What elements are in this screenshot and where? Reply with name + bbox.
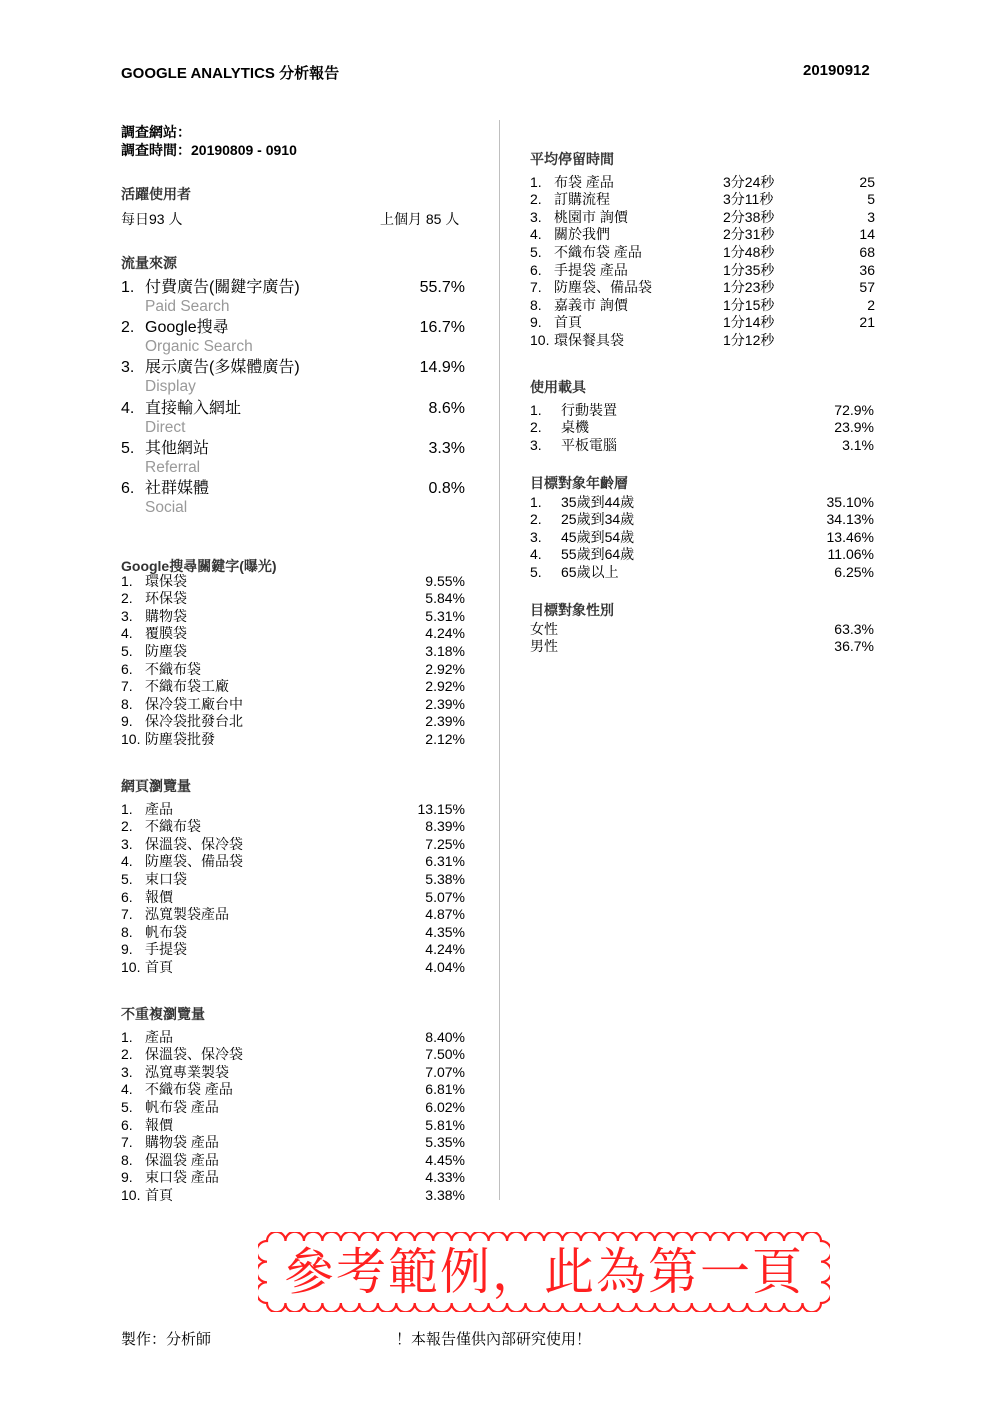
item-label: 購物袋 產品 — [145, 1134, 219, 1151]
item-label: 購物袋 — [145, 607, 187, 624]
traffic-item-label: 直接輸入網址 — [145, 399, 242, 417]
age-row — [530, 546, 874, 564]
item-number: 4. — [121, 625, 133, 642]
item-value: 72.9% — [834, 401, 874, 418]
item-number: 7. — [121, 678, 133, 695]
item-value: 4.33% — [425, 1169, 465, 1186]
keywords-heading: Google搜尋關鍵字(曝光) — [121, 558, 277, 574]
age-row — [530, 494, 874, 512]
item-label: 報價 — [145, 1116, 173, 1133]
item-value: 4.24% — [425, 941, 465, 958]
pageviews-row — [121, 836, 465, 854]
item-value: 2.39% — [425, 713, 465, 730]
keywords-row — [121, 678, 465, 696]
item-number: 2. — [530, 191, 542, 208]
item-value: 6.02% — [425, 1098, 465, 1115]
item-number: 10. — [121, 958, 141, 975]
traffic-item-sub: Referral — [145, 458, 201, 476]
item-label: 手提袋 — [145, 941, 187, 958]
item-number: 4. — [121, 1081, 133, 1098]
traffic-item-number: 2. — [121, 319, 135, 337]
item-number: 9. — [121, 1169, 133, 1186]
devices-row — [530, 437, 874, 455]
unique_pageviews-row — [121, 1117, 465, 1135]
item-value: 4.35% — [425, 923, 465, 940]
traffic-item-label: 展示廣告(多媒體廣告) — [145, 359, 300, 377]
item-value: 2.12% — [425, 730, 465, 747]
pageviews-row — [121, 906, 465, 924]
item-time: 3分24秒 — [723, 173, 775, 190]
item-label: 產品 — [145, 1028, 173, 1045]
item-label: 45歲到54歲 — [561, 528, 635, 545]
pageviews-row — [121, 959, 465, 977]
item-label: 防塵袋 — [145, 642, 187, 659]
traffic-item-label: 付費廣告(關鍵字廣告) — [145, 279, 300, 296]
traffic-item-label: 其他網站 — [145, 439, 210, 457]
item-value: 4.24% — [425, 625, 465, 642]
item-label: 桌機 — [561, 419, 589, 436]
item-number: 10. — [530, 331, 550, 348]
traffic-item-value: 16.7% — [419, 319, 465, 337]
item-label: 不織布袋 — [145, 818, 201, 835]
item-number: 6. — [121, 660, 133, 677]
item-label: 保冷袋批發台北 — [145, 713, 243, 730]
item-count: 57 — [859, 279, 875, 296]
footer-author: 製作：分析師 — [121, 1331, 212, 1348]
item-label: 嘉義市 詢價 — [554, 296, 628, 313]
keywords-row — [121, 713, 465, 731]
keywords-row — [121, 625, 465, 643]
item-number: 9. — [121, 941, 133, 958]
age-heading: 目標對象年齡層 — [530, 475, 628, 491]
unique_pageviews-row — [121, 1029, 465, 1047]
traffic-item-value: 0.8% — [428, 480, 465, 497]
age-row — [530, 511, 874, 529]
item-value: 5.81% — [425, 1116, 465, 1133]
gender-row — [530, 621, 874, 639]
item-value: 2.92% — [425, 678, 465, 695]
traffic-item-sub: Direct — [145, 418, 186, 436]
item-value: 5.35% — [425, 1134, 465, 1151]
item-number: 5. — [121, 642, 133, 659]
keywords-row — [121, 643, 465, 661]
item-number: 9. — [121, 713, 133, 730]
traffic-item-number: 1. — [121, 279, 135, 296]
item-number: 6. — [121, 888, 133, 905]
keywords-row — [121, 573, 465, 591]
traffic-item-number: 3. — [121, 359, 135, 377]
pageviews-row — [121, 801, 465, 819]
item-value: 3.1% — [842, 436, 874, 453]
traffic-item-value: 3.3% — [428, 439, 465, 457]
item-value: 5.07% — [425, 888, 465, 905]
item-value: 5.84% — [425, 590, 465, 607]
item-value: 36.7% — [834, 638, 874, 655]
item-value: 5.38% — [425, 870, 465, 887]
item-number: 8. — [121, 1151, 133, 1168]
unique_pageviews-row — [121, 1046, 465, 1064]
unique_pageviews-row — [121, 1064, 465, 1082]
avg-time-row — [530, 244, 875, 262]
keywords-row — [121, 661, 465, 679]
item-time: 1分14秒 — [723, 314, 775, 331]
traffic-item-sub: Organic Search — [145, 338, 253, 356]
report-date: 20190912 — [803, 62, 870, 79]
traffic-item-number: 5. — [121, 439, 135, 457]
item-number: 3. — [121, 835, 133, 852]
item-number: 2. — [530, 511, 542, 528]
item-time: 1分48秒 — [723, 243, 775, 260]
item-label: 不織布袋 產品 — [145, 1081, 233, 1098]
item-value: 6.81% — [425, 1081, 465, 1098]
item-number: 5. — [530, 563, 542, 580]
item-number: 2. — [121, 590, 133, 607]
pageviews-row — [121, 818, 465, 836]
unique_pageviews-row — [121, 1099, 465, 1117]
item-time: 1分12秒 — [723, 331, 775, 348]
item-label: 首頁 — [554, 314, 582, 331]
item-label: 帆布袋 產品 — [145, 1098, 219, 1115]
item-number: 5. — [530, 243, 542, 260]
item-label: 帆布袋 — [145, 923, 187, 940]
item-count: 2 — [867, 296, 875, 313]
devices-row — [530, 419, 874, 437]
item-value: 11.06% — [827, 546, 874, 563]
item-value: 6.31% — [425, 853, 465, 870]
avg-time-row — [530, 297, 875, 315]
gender-row — [530, 638, 874, 656]
traffic-item-value: 14.9% — [419, 359, 465, 377]
pageviews-row — [121, 871, 465, 889]
item-number: 1. — [530, 173, 542, 190]
item-label: 不織布袋 — [145, 660, 201, 677]
item-count: 36 — [859, 261, 875, 278]
unique_pageviews-row — [121, 1152, 465, 1170]
item-label: 保溫袋、保冷袋 — [145, 1046, 243, 1063]
avg-time-row — [530, 262, 875, 280]
item-number: 3. — [530, 528, 542, 545]
item-count: 68 — [859, 243, 875, 260]
item-label: 65歲以上 — [561, 563, 619, 580]
item-number: 8. — [530, 296, 542, 313]
item-value: 63.3% — [834, 620, 874, 637]
unique_pageviews-row — [121, 1169, 465, 1187]
item-value: 23.9% — [834, 419, 874, 436]
avg-time-row — [530, 314, 875, 332]
item-label: 桃園市 詢價 — [554, 208, 628, 225]
item-label: 防塵袋、備品袋 — [554, 279, 652, 296]
item-label: 環保餐具袋 — [554, 331, 624, 348]
item-label: 男性 — [530, 638, 558, 655]
item-number: 3. — [530, 436, 542, 453]
gender-heading: 目標對象性別 — [530, 602, 614, 618]
avg-time-row — [530, 226, 875, 244]
item-label: 產品 — [145, 800, 173, 817]
item-label: 首頁 — [145, 958, 173, 975]
item-label: 保冷袋工廠台中 — [145, 695, 243, 712]
age-row — [530, 564, 874, 582]
age-row — [530, 529, 874, 547]
item-value: 5.31% — [425, 607, 465, 624]
item-label: 环保袋 — [145, 590, 187, 607]
traffic-heading: 流量來源 — [121, 255, 177, 271]
item-label: 保溫袋、保冷袋 — [145, 835, 243, 852]
sample-stamp-text: 參考範例，此為第一頁 — [284, 1243, 804, 1301]
item-label: 行動裝置 — [561, 401, 617, 418]
item-value: 4.04% — [425, 958, 465, 975]
pageviews-heading: 網頁瀏覽量 — [121, 778, 191, 794]
item-number: 7. — [530, 279, 542, 296]
item-value: 2.39% — [425, 695, 465, 712]
item-number: 7. — [121, 1134, 133, 1151]
item-number: 3. — [121, 607, 133, 624]
item-value: 8.40% — [425, 1028, 465, 1045]
avg-time-row — [530, 332, 875, 350]
pageviews-row — [121, 941, 465, 959]
traffic-item-sub: Display — [145, 378, 196, 396]
traffic-item-number: 6. — [121, 480, 135, 497]
keywords-row — [121, 696, 465, 714]
item-label: 束口袋 產品 — [145, 1169, 219, 1186]
item-number: 2. — [121, 1046, 133, 1063]
item-time: 2分38秒 — [723, 208, 775, 225]
item-number: 1. — [530, 401, 542, 418]
keywords-row — [121, 590, 465, 608]
footer-note: ！本報告僅供內部研究使用！ — [396, 1331, 592, 1348]
unique_pageviews-row — [121, 1134, 465, 1152]
item-label: 防塵袋批發 — [145, 730, 215, 747]
item-label: 不織布袋工廠 — [145, 678, 229, 695]
survey-site: 調查網站： — [121, 124, 191, 140]
item-label: 束口袋 — [145, 870, 187, 887]
avg-time-heading: 平均停留時間 — [530, 151, 614, 167]
traffic-item-value: 55.7% — [419, 279, 465, 296]
item-label: 訂購流程 — [554, 191, 610, 208]
item-value: 6.25% — [834, 563, 874, 580]
item-label: 女性 — [530, 620, 558, 637]
pageviews-row — [121, 889, 465, 907]
item-label: 35歲到44歲 — [561, 493, 635, 510]
item-count: 21 — [859, 314, 875, 331]
avg-time-row — [530, 191, 875, 209]
item-label: 不織布袋 產品 — [554, 243, 642, 260]
item-time: 2分31秒 — [723, 226, 775, 243]
item-number: 6. — [121, 1116, 133, 1133]
item-number: 7. — [121, 906, 133, 923]
report-title: GOOGLE ANALYTICS 分析報告 — [121, 65, 340, 82]
active-users-heading: 活躍使用者 — [121, 186, 191, 202]
item-label: 平板電腦 — [561, 436, 617, 453]
unique-pageviews-heading: 不重複瀏覽量 — [121, 1006, 205, 1022]
item-label: 手提袋 產品 — [554, 261, 628, 278]
item-value: 13.15% — [417, 800, 465, 817]
item-number: 5. — [121, 1098, 133, 1115]
item-time: 1分23秒 — [723, 279, 775, 296]
item-number: 9. — [530, 314, 542, 331]
item-value: 2.92% — [425, 660, 465, 677]
item-value: 35.10% — [826, 493, 874, 510]
item-value: 13.46% — [826, 528, 874, 545]
traffic-item-number: 4. — [121, 399, 135, 417]
keywords-row — [121, 608, 465, 626]
traffic-item-sub: Social — [145, 499, 188, 516]
item-label: 25歲到34歲 — [561, 511, 635, 528]
avg-time-row — [530, 279, 875, 297]
item-number: 10. — [121, 1186, 141, 1203]
traffic-item-value: 8.6% — [428, 399, 465, 417]
item-number: 2. — [121, 818, 133, 835]
item-label: 環保袋 — [145, 572, 187, 589]
item-count: 25 — [859, 173, 875, 190]
item-number: 1. — [121, 572, 133, 589]
item-number: 2. — [530, 419, 542, 436]
item-label: 泓寬專業製袋 — [145, 1063, 229, 1080]
avg-time-row — [530, 209, 875, 227]
item-value: 4.87% — [425, 906, 465, 923]
item-label: 首頁 — [145, 1186, 173, 1203]
item-number: 4. — [530, 546, 542, 563]
keywords-row — [121, 731, 465, 749]
item-value: 4.45% — [425, 1151, 465, 1168]
item-value: 7.25% — [425, 835, 465, 852]
survey-period: 調查時間：20190809 - 0910 — [121, 142, 297, 158]
item-label: 關於我們 — [554, 226, 610, 243]
traffic-item-label: Google搜尋 — [145, 319, 229, 337]
item-value: 3.18% — [425, 642, 465, 659]
devices-row — [530, 402, 874, 420]
item-label: 布袋 產品 — [554, 173, 614, 190]
active-users-monthly: 上個月 85 人 — [380, 211, 460, 227]
item-label: 泓寬製袋產品 — [145, 906, 229, 923]
item-count: 5 — [867, 191, 875, 208]
item-count: 14 — [859, 226, 875, 243]
item-number: 5. — [121, 870, 133, 887]
item-number: 3. — [121, 1063, 133, 1080]
pageviews-row — [121, 853, 465, 871]
column-divider — [499, 120, 500, 1200]
unique_pageviews-row — [121, 1081, 465, 1099]
traffic-item-label: 社群媒體 — [145, 480, 210, 497]
item-number: 8. — [121, 923, 133, 940]
item-label: 報價 — [145, 888, 173, 905]
item-value: 9.55% — [425, 572, 465, 589]
item-number: 6. — [530, 261, 542, 278]
devices-heading: 使用載具 — [530, 379, 586, 395]
item-value: 7.50% — [425, 1046, 465, 1063]
item-label: 覆膜袋 — [145, 625, 187, 642]
item-count: 3 — [867, 208, 875, 225]
item-number: 3. — [530, 208, 542, 225]
item-value: 3.38% — [425, 1186, 465, 1203]
unique_pageviews-row — [121, 1187, 465, 1205]
active-users-daily: 每日93 人 — [121, 211, 183, 227]
item-number: 10. — [121, 730, 141, 747]
item-number: 4. — [121, 853, 133, 870]
item-number: 1. — [121, 1028, 133, 1045]
item-value: 7.07% — [425, 1063, 465, 1080]
item-time: 1分35秒 — [723, 261, 775, 278]
item-number: 1. — [121, 800, 133, 817]
pageviews-row — [121, 924, 465, 942]
item-label: 保溫袋 產品 — [145, 1151, 219, 1168]
item-number: 1. — [530, 493, 542, 510]
item-label: 防塵袋、備品袋 — [145, 853, 243, 870]
item-time: 3分11秒 — [723, 191, 774, 208]
item-value: 34.13% — [826, 511, 874, 528]
avg-time-row — [530, 174, 875, 192]
item-number: 4. — [530, 226, 542, 243]
traffic-item-sub: Paid Search — [145, 298, 230, 315]
item-time: 1分15秒 — [723, 296, 775, 313]
item-label: 55歲到64歲 — [561, 546, 635, 563]
item-value: 8.39% — [425, 818, 465, 835]
item-number: 8. — [121, 695, 133, 712]
